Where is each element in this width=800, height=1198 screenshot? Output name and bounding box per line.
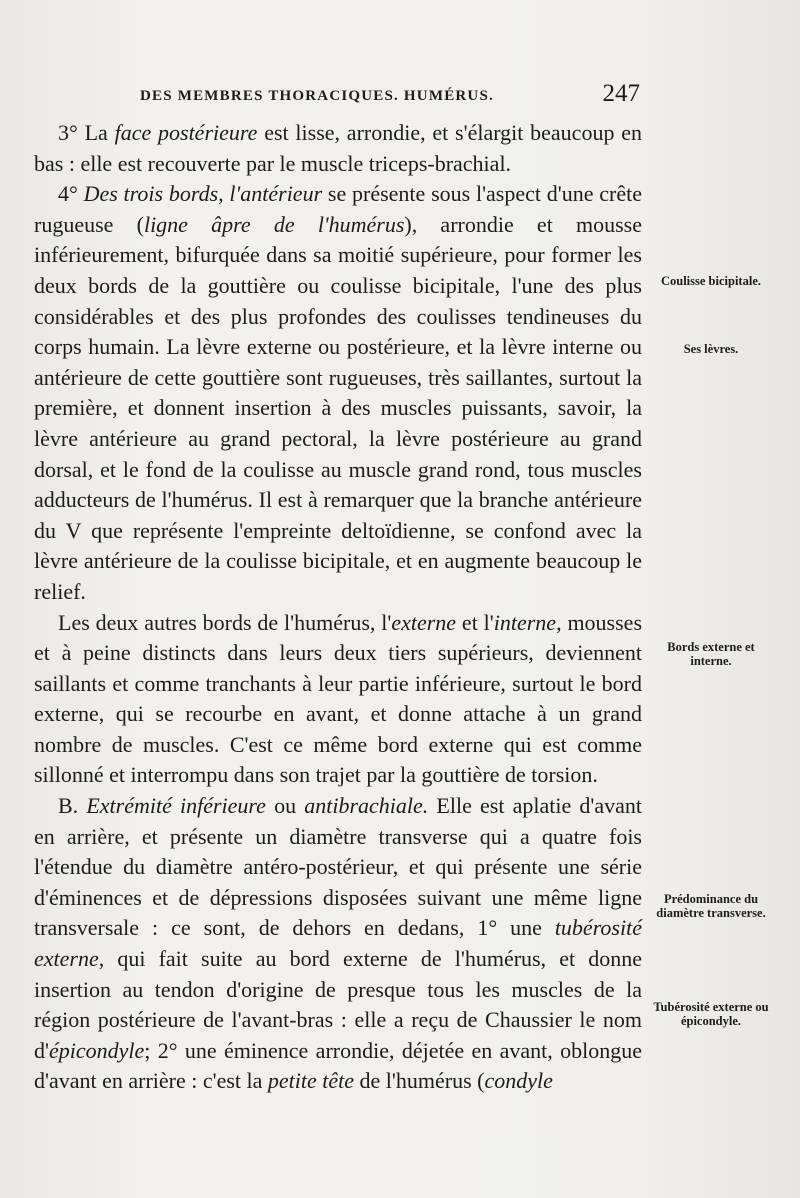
text-run: ou [265, 793, 305, 819]
margin-note-coulisse: Coulisse bicipitale. [660, 274, 761, 288]
paragraph-autres-bords [34, 608, 642, 792]
text-run: ), arrondie et mousse inférieurement, bifurquée dans sa moitié supérieure, pour former les deux bords de la gouttière ou coulisse bicipitale, l'une des plus considérables et des plus profondes des coulisses tendineuses du corps humain. La lèvre externe ou postérieure, et la lèvre interne ou antérieure de cette gouttière sont rugueuses, très saillantes, surtout la première, et donnent insertion à des muscles puissants, savoir, la lèvre antérieure au grand pectoral, la lèvre postérieure au grand dorsal, et le fond de la coulisse au muscle grand rond, tous muscles adducteurs de l'humérus. Il est à remarquer que la branche antérieure du V que représente l'empreinte deltoïdienne, se confond avec la lèvre antérieure de la coulisse bicipitale, et en augmente beaucoup le relief. [34, 211, 642, 604]
italic-term: épicondyle [48, 1037, 145, 1063]
paragraph-face-posterieure [34, 118, 642, 179]
text-run: , qui fait suite au bord externe de l'humérus, et donne insertion au tendon d'origine de presque tous les muscles de la région postérieure de l'avant-bras : elle a reçu de Chaussier le nom d' [34, 946, 642, 1063]
italic-term: antibrachiale. [304, 793, 429, 819]
running-title: DES MEMBRES THORACIQUES. HUMÉRUS. [140, 88, 494, 104]
italic-term: ligne âpre de l'humérus [143, 211, 405, 237]
text-run: Les deux autres bords de l'humérus, l' [58, 609, 392, 635]
text-run: 3° La [58, 120, 115, 145]
paragraph-extremite-inferieure [34, 791, 642, 1097]
text-run: se présente sous l'aspect d'une crête rugueuse ( [34, 181, 643, 237]
main-text [34, 118, 642, 1097]
margin-note-bords: Bords externe et interne. [667, 640, 755, 668]
italic-term: Extrémité inférieure [86, 793, 266, 819]
margin-note-predominance: Prédominance du diamètre transverse. [656, 892, 766, 920]
margin-note-levres: Ses lèvres. [683, 342, 739, 356]
text-run: , mousses et à peine distincts dans leurs deux tiers supérieurs, deviennent saillants et comme tranchants à leur partie inférieure, surtout le bord externe, qui se recourbe en avant, et donne attache à un grand nombre de muscles. C'est ce même bord externe qui est comme sillonné et interrompu dans son trajet par la gouttière de torsion. [34, 609, 643, 788]
text-run: Elle est aplatie d'avant en arrière, et présente un diamètre transverse qui a quatre fois l'étendue du diamètre antéro-postérieur, et qui présente une série d'éminences et de dépressions disposées suivant une même ligne transversale : ce sont, de dehors en dedans, 1° une [34, 793, 642, 941]
italic-term: Des trois bords, l'antérieur [83, 181, 323, 207]
italic-term: tubérosité externe [34, 915, 642, 972]
italic-term: face postérieure [114, 120, 258, 145]
paragraph-trois-bords [34, 179, 642, 607]
page-number: 247 [602, 80, 640, 107]
text-run: et l' [456, 609, 494, 635]
text-run: 4° [58, 181, 84, 207]
text-run: ; 2° une éminence arrondie, déjetée en avant, oblongue d'avant en arrière : c'est la [34, 1037, 642, 1094]
page-header [140, 78, 640, 114]
text-run: de l'humérus ( [354, 1068, 485, 1094]
italic-term: externe [391, 609, 457, 635]
text-run: est lisse, arrondie, et s'élargit beaucoup en bas : elle est recouverte par le muscle triceps-brachial. [34, 120, 642, 176]
italic-term: interne [493, 609, 557, 635]
italic-term: petite tête [267, 1068, 355, 1094]
margin-note-tuberosite: Tubérosité externe ou épicondyle. [653, 1000, 769, 1028]
text-run: B. [58, 793, 87, 819]
italic-term: condyle [484, 1068, 553, 1094]
